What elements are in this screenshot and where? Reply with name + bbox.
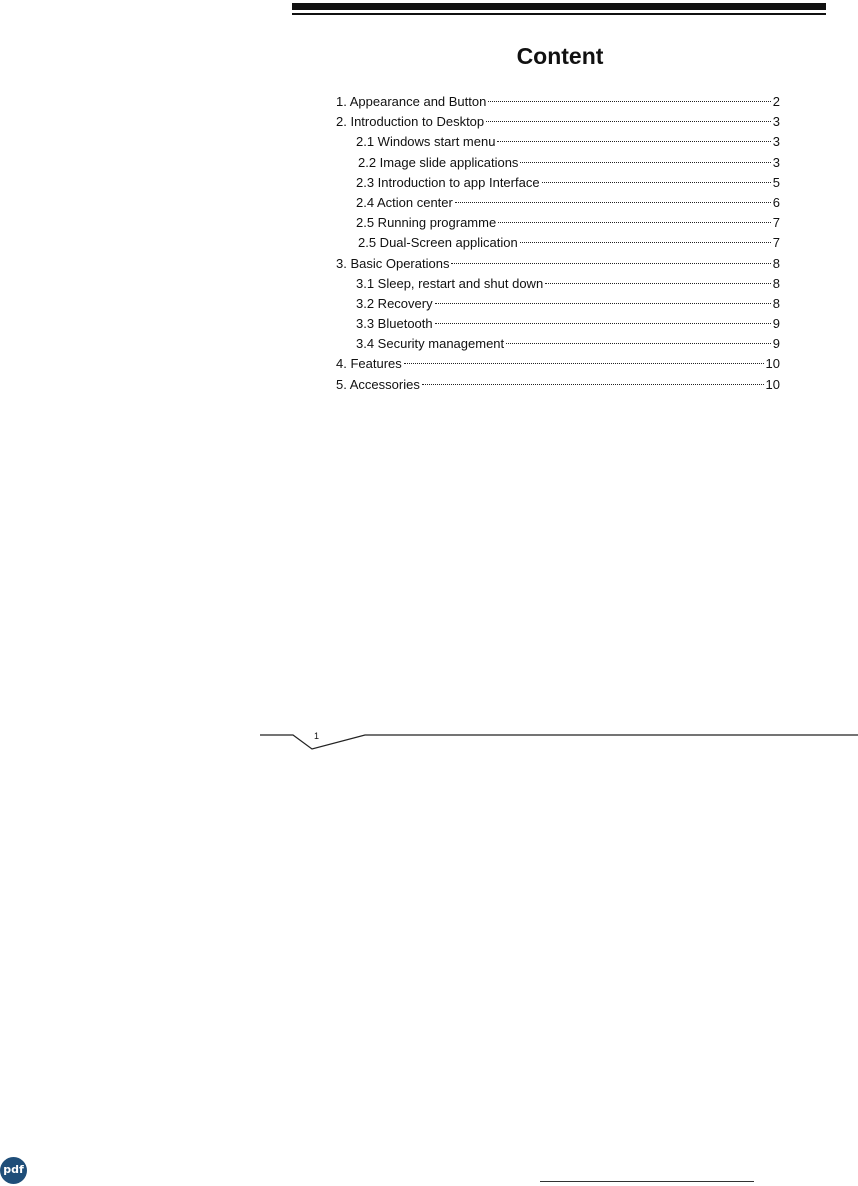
toc-entry-page: 8 (772, 275, 780, 291)
toc-entry-label: 3.3 Bluetooth (356, 316, 433, 332)
toc-entry[interactable] (336, 375, 780, 395)
toc-entry-label: 2.2 Image slide applications (358, 154, 519, 170)
toc-entry-page: 3 (772, 114, 780, 130)
toc-entry-page: 5 (772, 174, 780, 190)
pdf-logo-icon: pdf (0, 1157, 27, 1184)
toc-entry-page: 6 (772, 194, 780, 210)
toc-entry-label: 5. Accessories (336, 376, 420, 392)
toc-dot-leader (488, 101, 770, 102)
toc-dot-leader (451, 263, 770, 264)
toc-entry-page: 7 (772, 215, 780, 231)
toc-dot-leader (435, 303, 771, 304)
toc-dot-leader (542, 182, 771, 183)
toc-entry[interactable] (336, 193, 780, 213)
toc-entry[interactable] (336, 112, 780, 132)
toc-entry[interactable] (336, 294, 780, 314)
toc-entry-page: 9 (772, 336, 780, 352)
toc-entry-label: 3. Basic Operations (336, 255, 450, 271)
toc-entry-label: 3.1 Sleep, restart and shut down (356, 275, 544, 291)
toc-entry-page: 7 (772, 235, 780, 251)
toc-entry-label: 2. Introduction to Desktop (336, 114, 485, 130)
toc-entry-page: 3 (772, 134, 780, 150)
toc-entry-page: 3 (772, 154, 780, 170)
toc-entry-label: 2.1 Windows start menu (356, 134, 496, 150)
table-of-contents (336, 92, 780, 395)
toc-entry[interactable] (336, 314, 780, 334)
toc-entry-label: 2.5 Running programme (356, 215, 497, 231)
toc-dot-leader (404, 363, 764, 364)
toc-dot-leader (506, 343, 771, 344)
toc-entry[interactable] (336, 274, 780, 294)
toc-entry-label: 1. Appearance and Button (336, 94, 487, 109)
toc-entry-page: 10 (765, 376, 780, 392)
toc-entry-page: 9 (772, 316, 780, 332)
toc-entry[interactable] (336, 173, 780, 193)
header-rule-thin (292, 13, 826, 15)
page-number: 1 (314, 731, 320, 741)
toc-dot-leader (520, 242, 771, 243)
page-footer-rule (260, 722, 858, 756)
toc-entry-label: 2.4 Action center (356, 194, 453, 210)
header-rule-thick (292, 3, 826, 10)
toc-dot-leader (498, 222, 771, 223)
toc-dot-leader (486, 121, 771, 122)
page-title: Content (516, 43, 604, 69)
toc-entry[interactable] (336, 233, 780, 253)
toc-entry-label: 2.3 Introduction to app Interface (356, 174, 540, 190)
toc-entry-page: 8 (772, 255, 780, 271)
toc-entry[interactable] (336, 254, 780, 274)
toc-entry-label: 3.4 Security management (356, 336, 505, 352)
toc-entry[interactable] (336, 153, 780, 173)
toc-entry-label: 4. Features (336, 356, 402, 372)
toc-dot-leader (520, 162, 770, 163)
toc-entry-label: 3.2 Recovery (356, 295, 433, 311)
toc-entry-page: 10 (765, 356, 780, 372)
toc-dot-leader (435, 323, 771, 324)
toc-entry[interactable] (336, 92, 780, 112)
toc-entry[interactable] (336, 213, 780, 233)
toc-entry[interactable] (336, 132, 780, 152)
toc-dot-leader (422, 384, 764, 385)
toc-entry-page: 8 (772, 295, 780, 311)
toc-dot-leader (455, 202, 771, 203)
toc-entry[interactable] (336, 334, 780, 354)
toc-entry-label: 2.5 Dual-Screen application (358, 235, 518, 251)
footer-link-underline (540, 1181, 754, 1182)
toc-dot-leader (545, 283, 771, 284)
toc-entry-page: 2 (772, 94, 780, 109)
toc-entry[interactable] (336, 354, 780, 374)
toc-dot-leader (497, 141, 770, 142)
